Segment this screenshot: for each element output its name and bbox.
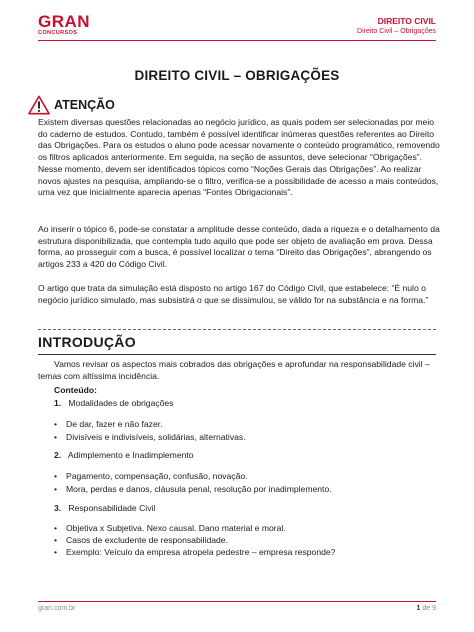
list-item [54, 523, 286, 533]
page-number [417, 605, 436, 612]
page-total: de 9 [422, 605, 436, 612]
bullet-icon: • [54, 484, 58, 494]
introduction-title: INTRODUÇÃO [38, 334, 136, 350]
attention-paragraph-2: Ao inserir o tópico 6, pode-se constatar a amplitude desse conteúdo, dada a riqueza e o detalhamento da estrutura disponibilizada, que contempla tudo aquilo que pode ser objeto de avaliação em prova. Dessa forma, ao prosseguir com a busca, é possível localizar o tema “Direito das Obrigações”, abrangendo os artigos 233 a 420 do Código Civil. [38, 224, 440, 270]
content-item-1 [54, 398, 174, 408]
introduction-divider [38, 354, 436, 355]
bullet-icon: • [54, 471, 58, 481]
logo-main-text: GRAN [38, 12, 91, 31]
header-title: DIREITO CIVIL [377, 16, 436, 26]
current-page: 1 [416, 605, 421, 612]
attention-heading [28, 95, 115, 115]
bullet-icon: • [54, 419, 58, 429]
bullet-icon: • [54, 535, 58, 545]
content-item-label: Adimplemento e Inadimplemento [67, 450, 194, 460]
footer-divider [38, 601, 436, 602]
header-divider [38, 40, 436, 41]
bullet-icon: • [54, 523, 58, 533]
bullet-text: Objetiva x Subjetiva. Nexo causal. Dano material e moral. [66, 523, 286, 533]
header-subtitle: Direito Civil – Obrigações [357, 28, 436, 35]
bullet-text: Divisíveis e indivisíveis, solidárias, alternativas. [66, 432, 246, 442]
bullet-icon: • [54, 432, 58, 442]
content-item-number: 1. [54, 398, 62, 408]
warning-triangle-icon [28, 95, 50, 115]
content-label: Conteúdo: [54, 385, 97, 395]
bullet-text: Casos de excludente de responsabilidade. [66, 535, 228, 545]
list-item [54, 471, 248, 481]
bullet-text: Mora, perdas e danos, cláusula penal, resolução por inadimplemento. [66, 484, 332, 494]
list-item [54, 484, 332, 494]
document-title: DIREITO CIVIL – OBRIGAÇÕES [134, 68, 340, 83]
content-item-2 [54, 450, 194, 460]
content-item-3 [54, 503, 155, 513]
attention-paragraph-1: Existem diversas questões relacionadas ao negócio jurídico, as quais podem ser selecionadas por meio do caderno de estudos. Contudo, também é possível identificar inúmeras questões referentes ao Direito das Obrigações. Para os estudos o aluno pode acessar novamente o conteúdo programático, removendo os filtros aplicados anteriormente. Em seguida, na seção de assuntos, deve selecionar “Obrigações”. Nesse momento, devem ser identificados tópicos como “Noções Gerais das Obrigações”. Ao realizar novos ajustes na pesquisa, ampliando-se o filtro, verifica-se a possibilidade de acesso a mais conteúdos, uma vez que inicialmente aparecia apenas “Fontes Obrigacionais”. [38, 117, 440, 198]
gran-logo[interactable] [38, 14, 90, 37]
list-item [54, 547, 335, 557]
list-item [54, 535, 228, 545]
content-item-label: Modalidades de obrigações [68, 398, 174, 408]
header-info [357, 16, 436, 37]
content-item-number: 2. [54, 450, 62, 460]
content-item-label: Responsabilidade Civil [68, 503, 156, 513]
footer-site-link[interactable]: gran.com.br [38, 605, 76, 612]
bullet-text: De dar, fazer e não fazer. [66, 419, 163, 429]
content-item-number: 3. [54, 503, 62, 513]
dashed-divider [38, 329, 436, 330]
attention-paragraph-3: O artigo que trata da simulação está disposto no artigo 167 do Código Civil, que estabelece: “É nulo o negócio jurídico simulado, mas subsistirá o que se dissimulou, se válido for na substância e na forma.” [38, 283, 429, 305]
logo-sub-text: CONCURSOS [38, 30, 78, 36]
bullet-text: Pagamento, compensação, confusão, novação. [66, 471, 248, 481]
list-item [54, 432, 246, 442]
bullet-icon: • [54, 547, 58, 557]
introduction-text: Vamos revisar os aspectos mais cobrados das obrigações e aprofundar na responsabilidade civil – temas com altíssima incidência. [38, 359, 430, 381]
list-item [54, 419, 163, 429]
attention-title: ATENÇÃO [54, 98, 115, 112]
bullet-text: Exemplo: Veículo da empresa atropela pedestre – empresa responde? [66, 547, 336, 557]
